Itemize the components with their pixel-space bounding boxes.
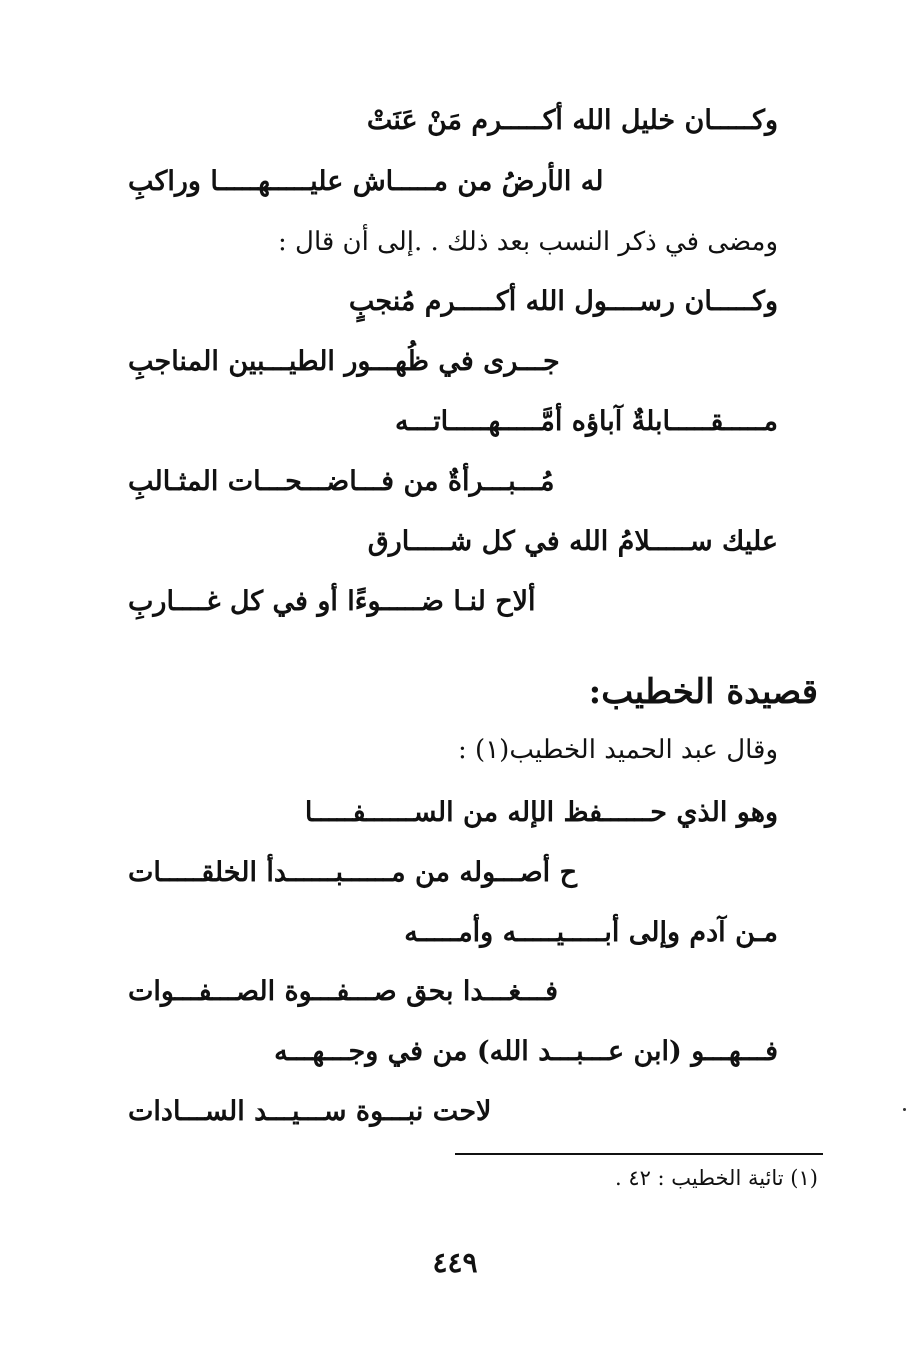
prose-line: ومضى في ذكر النسب بعد ذلك . .إلى أن قال :: [278, 227, 778, 257]
scan-speck: [903, 1108, 906, 1111]
verse-line: مُـــبـــرأةٌ من فـــاضـــحـــات المثـالبِ: [128, 466, 555, 497]
section-heading: قصيدة الخطيب:: [588, 672, 818, 712]
verse-line: فـــهـــو (ابن عـــبـــد الله) من في وجـــهـــه: [274, 1036, 778, 1067]
verse-line: لاحت نبـــوة ســـيـــد الســـادات: [128, 1096, 492, 1127]
footnote-divider: [455, 1153, 823, 1155]
verse-line: وكـــــان خليل الله أكـــــرم مَنْ عَنَتْ: [366, 105, 778, 136]
verse-line: فـــغـــدا بحق صـــفـــوة الصـــفـــوات: [128, 976, 558, 1007]
verse-line: وهو الذي حــــــفظ الإله من الســــــفـــــا: [304, 797, 778, 828]
section-intro: وقال عبد الحميد الخطيب(١) :: [458, 735, 778, 765]
verse-line: وكـــــان رســــول الله أكـــــرم مُنجبٍ: [348, 286, 778, 317]
verse-line: ألاح لنـا ضـــــوءًا أو في كل غــــاربِ: [128, 586, 536, 617]
footnote: (١) تائية الخطيب : ٤٢ .: [614, 1166, 818, 1190]
verse-line: مـــــقـــــابلةٌ آباؤه أمَّـــــهـــــاتـــه: [394, 406, 778, 437]
verse-line: ح أصـــوله من مــــــبــــــدأ الخلقـــــات: [128, 857, 578, 888]
verse-line: له الأرضُ من مـــــاش عليـــــهـــــا وراكبِ: [128, 166, 604, 197]
page-number: ٤٤٩: [432, 1246, 478, 1279]
verse-line: عليك ســـــلامُ الله في كل شـــــارق: [367, 526, 778, 557]
verse-line: مـن آدم وإلى أبـــــيـــــه وأمـــــه: [404, 917, 778, 948]
verse-line: جـــرى في ظُهـــور الطيـــبين المناجبِ: [128, 346, 560, 377]
